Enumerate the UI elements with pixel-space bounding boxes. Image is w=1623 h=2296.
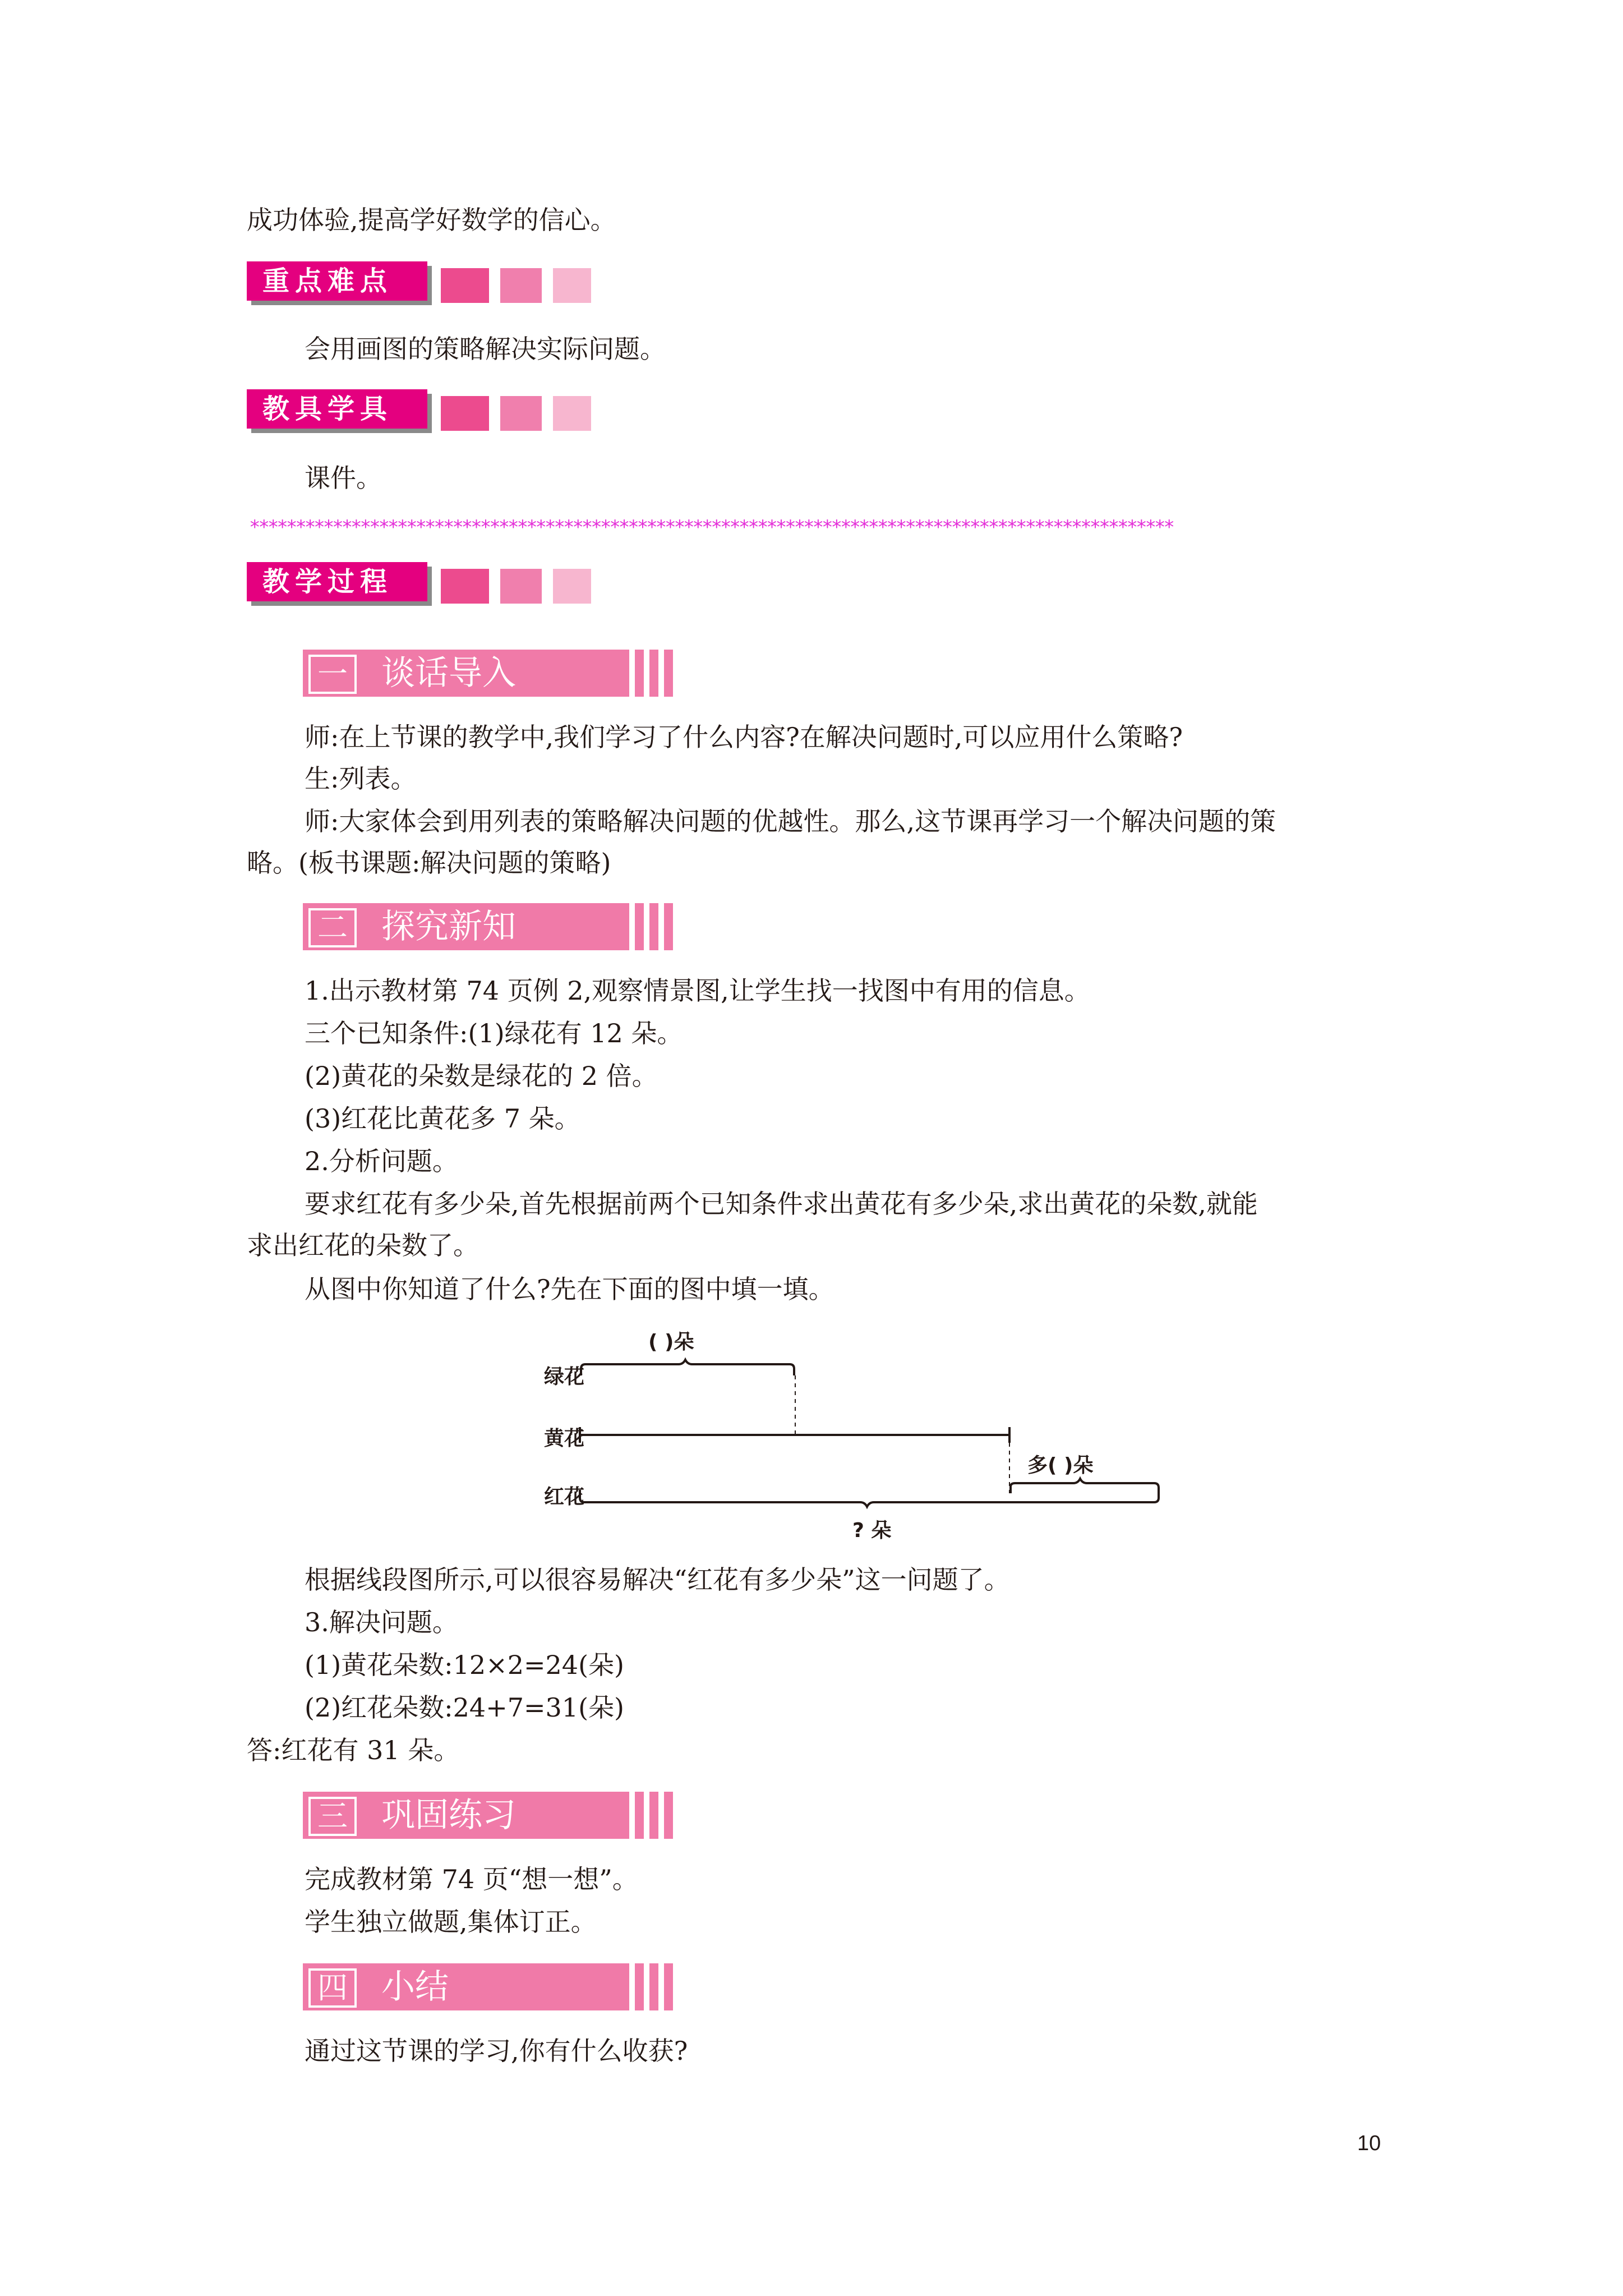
step3-line-1: 完成教材第 74 页“想一想”。 xyxy=(305,1864,638,1894)
step-stripe xyxy=(635,650,644,697)
header-square-mid xyxy=(500,396,542,431)
step-stripe xyxy=(635,1963,644,2010)
total-label: ? 朵 xyxy=(852,1519,892,1542)
step-title: 巩固练习 xyxy=(381,1796,516,1835)
green-brace xyxy=(581,1360,794,1375)
step-number: 二 xyxy=(308,908,357,947)
step-stripe xyxy=(664,1963,673,2010)
header-square-dark xyxy=(441,569,489,604)
step-stripe xyxy=(649,1963,658,2010)
step-stripe xyxy=(649,650,658,697)
step-stripe xyxy=(649,903,658,950)
step-title: 探究新知 xyxy=(381,907,516,946)
red-brace xyxy=(580,1490,1159,1507)
header-square-dark xyxy=(441,396,489,431)
step2-line-8: 根据线段图所示,可以很容易解决“红花有多少朵”这一问题了。 xyxy=(305,1565,1010,1595)
step-stripe xyxy=(664,903,673,950)
header-square-light xyxy=(553,268,591,303)
step-stripe xyxy=(635,903,644,950)
green-blank-label: ( )朵 xyxy=(648,1331,694,1354)
step4-line-1: 通过这节课的学习,你有什么收获? xyxy=(305,2036,688,2066)
step-title: 小结 xyxy=(381,1967,449,2007)
intro-tail-text: 成功体验,提高学好数学的信心。 xyxy=(247,205,616,235)
key-points-label: 重点难点 xyxy=(247,261,427,301)
materials-header xyxy=(247,389,606,432)
step-bar-1 xyxy=(303,650,684,697)
step-bar-4 xyxy=(303,1963,684,2010)
step3-line-2: 学生独立做题,集体订正。 xyxy=(305,1907,597,1937)
header-square-mid xyxy=(500,569,542,604)
step2-line-4: (3)红花比黄花多 7 朵。 xyxy=(305,1103,580,1134)
green-label: 绿花 xyxy=(544,1365,585,1388)
step-bar-3 xyxy=(303,1792,684,1839)
star-divider: **************************************************************************************************** xyxy=(249,516,1173,539)
step-number: 三 xyxy=(308,1797,357,1836)
yellow-label: 黄花 xyxy=(544,1427,585,1450)
process-header xyxy=(247,562,606,605)
step2-line-11: (2)红花朵数:24+7=31(朵) xyxy=(305,1692,624,1723)
step-number: 四 xyxy=(308,1968,357,2008)
step2-answer: 答:红花有 31 朵。 xyxy=(247,1735,460,1765)
more-brace xyxy=(1011,1479,1159,1494)
step2-line-6a: 要求红花有多少朵,首先根据前两个已知条件求出黄花有多少朵,求出黄花的朵数,就能 xyxy=(305,1189,1258,1219)
header-square-light xyxy=(553,569,591,604)
step1-para-1: 师:在上节课的教学中,我们学习了什么内容?在解决问题时,可以应用什么策略? xyxy=(305,722,1183,752)
step-stripe xyxy=(664,1792,673,1839)
materials-text: 课件。 xyxy=(305,463,382,493)
step-stripe xyxy=(635,1792,644,1839)
step-stripe xyxy=(649,1792,658,1839)
key-points-header xyxy=(247,261,606,304)
header-square-dark xyxy=(441,268,489,303)
line-segment-diagram xyxy=(494,1313,1200,1554)
step2-line-10: (1)黄花朵数:12×2=24(朵) xyxy=(305,1650,624,1680)
step1-para-3a: 师:大家体会到用列表的策略解决问题的优越性。那么,这节课再学习一个解决问题的策 xyxy=(305,806,1276,836)
header-square-mid xyxy=(500,268,542,303)
step1-para-3b: 略。(板书课题:解决问题的策略) xyxy=(247,848,611,878)
process-label: 教学过程 xyxy=(247,562,427,601)
materials-label: 教具学具 xyxy=(247,389,427,429)
step-bar-2 xyxy=(303,903,684,950)
header-square-light xyxy=(553,396,591,431)
step-number: 一 xyxy=(308,655,357,694)
red-label: 红花 xyxy=(544,1485,585,1508)
step2-line-3: (2)黄花的朵数是绿花的 2 倍。 xyxy=(305,1061,658,1091)
step1-para-2: 生:列表。 xyxy=(305,763,417,794)
step2-line-2: 三个已知条件:(1)绿花有 12 朵。 xyxy=(305,1018,683,1048)
step2-line-7: 从图中你知道了什么?先在下面的图中填一填。 xyxy=(305,1274,834,1304)
step2-line-9: 3.解决问题。 xyxy=(305,1607,458,1637)
step-stripe xyxy=(664,650,673,697)
page-number: 10 xyxy=(1357,2132,1381,2155)
step2-line-6b: 求出红花的朵数了。 xyxy=(247,1230,479,1260)
step2-line-5: 2.分析问题。 xyxy=(305,1146,458,1176)
step-title: 谈话导入 xyxy=(381,654,516,693)
more-blank-label: 多( )朵 xyxy=(1027,1454,1094,1477)
key-points-text: 会用画图的策略解决实际问题。 xyxy=(305,334,666,364)
step2-line-1: 1.出示教材第 74 页例 2,观察情景图,让学生找一找图中有用的信息。 xyxy=(305,976,1090,1006)
